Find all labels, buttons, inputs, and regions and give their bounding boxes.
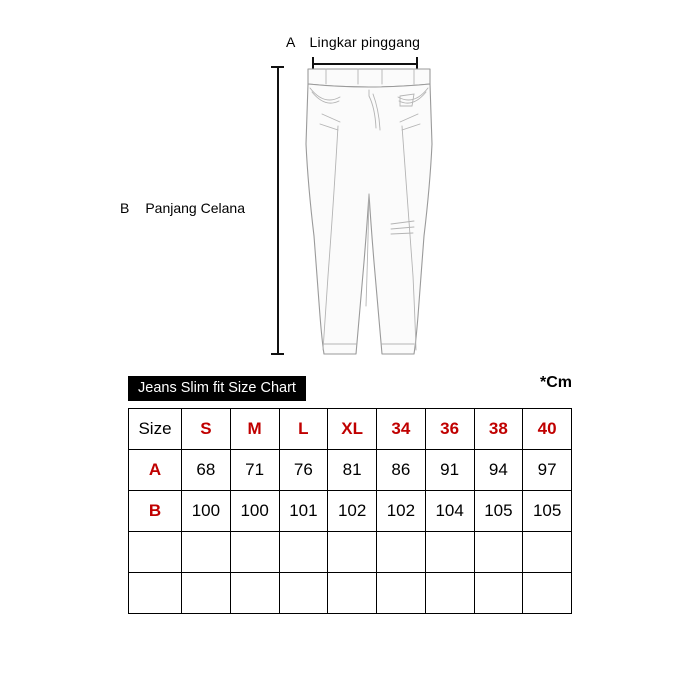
empty-cell [279, 573, 328, 614]
table-row-a [129, 450, 572, 491]
jeans-icon [296, 66, 442, 358]
label-b-text: Panjang Celana [145, 200, 245, 216]
a-value-3: 81 [328, 450, 377, 491]
size-col-0: S [182, 409, 231, 450]
label-a-letter: A [286, 34, 296, 50]
empty-cell [377, 532, 426, 573]
size-col-2: L [279, 409, 328, 450]
table-row-empty [129, 573, 572, 614]
size-col-4: 34 [377, 409, 426, 450]
empty-cell [425, 573, 474, 614]
empty-cell [377, 573, 426, 614]
b-value-5: 104 [425, 491, 474, 532]
row-header-b: B [129, 491, 182, 532]
length-measure-line [277, 66, 279, 354]
b-value-2: 101 [279, 491, 328, 532]
size-col-5: 36 [425, 409, 474, 450]
chart-header-row [128, 376, 572, 402]
b-value-7: 105 [523, 491, 572, 532]
unit-note: *Cm [539, 374, 572, 391]
b-value-0: 100 [182, 491, 231, 532]
empty-cell [425, 532, 474, 573]
empty-cell [182, 532, 231, 573]
a-value-5: 91 [425, 450, 474, 491]
label-b [120, 200, 245, 216]
size-chart-table [128, 408, 572, 614]
empty-cell [328, 573, 377, 614]
empty-cell [523, 573, 572, 614]
b-value-1: 100 [230, 491, 279, 532]
empty-cell [230, 573, 279, 614]
a-value-0: 68 [182, 450, 231, 491]
a-value-7: 97 [523, 450, 572, 491]
label-a [286, 34, 420, 50]
b-value-3: 102 [328, 491, 377, 532]
size-col-6: 38 [474, 409, 523, 450]
table-row-empty [129, 532, 572, 573]
empty-cell [474, 532, 523, 573]
table-row-sizes [129, 409, 572, 450]
size-chart-block [128, 376, 572, 614]
label-a-text: Lingkar pinggang [309, 34, 421, 50]
row-header-size: Size [129, 409, 182, 450]
size-col-7: 40 [523, 409, 572, 450]
empty-cell [523, 532, 572, 573]
a-value-2: 76 [279, 450, 328, 491]
empty-cell [230, 532, 279, 573]
empty-cell [328, 532, 377, 573]
a-value-6: 94 [474, 450, 523, 491]
b-value-4: 102 [377, 491, 426, 532]
chart-title: Jeans Slim fit Size Chart [128, 376, 306, 401]
size-col-3: XL [328, 409, 377, 450]
a-value-4: 86 [377, 450, 426, 491]
empty-cell [129, 532, 182, 573]
size-col-1: M [230, 409, 279, 450]
b-value-6: 105 [474, 491, 523, 532]
row-header-a: A [129, 450, 182, 491]
a-value-1: 71 [230, 450, 279, 491]
table-row-b [129, 491, 572, 532]
length-tick-bottom [271, 353, 284, 355]
waist-measure-line [312, 63, 418, 65]
length-tick-top [271, 66, 284, 68]
empty-cell [182, 573, 231, 614]
empty-cell [129, 573, 182, 614]
label-b-letter: B [120, 200, 130, 216]
empty-cell [279, 532, 328, 573]
empty-cell [474, 573, 523, 614]
